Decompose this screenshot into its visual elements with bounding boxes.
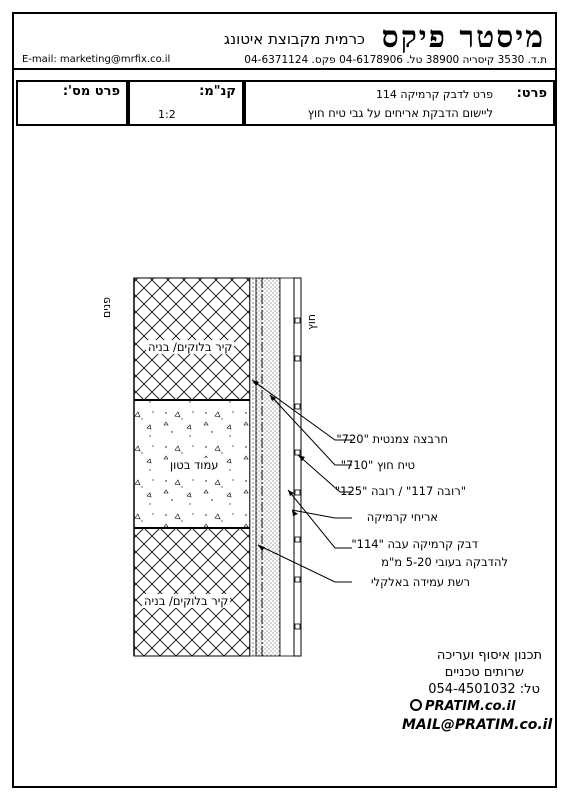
footer-mail: MAIL@PRATIM.co.il (402, 717, 553, 733)
ceramic-tile-layer (294, 278, 301, 656)
footer-tech-services: שרותים טכניים (444, 665, 524, 680)
scale-value: 1:2 (158, 108, 176, 121)
pratim-logo-icon (410, 699, 422, 711)
callout-grout: "רובה 117" / רובה "125" (334, 484, 466, 498)
callout-adhesive: דבק קרמיקה עבה "114" (351, 537, 478, 551)
block-wall-bottom-label: קיר בלוקים/ בניה (144, 594, 229, 608)
detail-description: ליישום הדבקת אריחים על גבי טיח חוץ (307, 106, 493, 120)
block-wall-bottom (134, 528, 250, 656)
column-label: עמוד בטון (170, 458, 219, 472)
detail-label: פרט: (516, 86, 547, 101)
scale-label: קנ"מ: (199, 84, 236, 99)
side-inside-label: פנים (100, 296, 113, 318)
footer-phone: טל: 054-4501032 (428, 682, 540, 697)
detail-title: פרט לדבק קרמיקה 114 (375, 88, 493, 101)
side-outside-label: חוץ (305, 313, 318, 330)
footer-planning: תכנון איסוף ועריכה (436, 648, 542, 663)
block-wall-top-label: קיר בלוקים/ בניה (148, 340, 233, 354)
adhesive-layer (280, 278, 294, 656)
brand-logo: מיסטר פיקס (381, 20, 545, 55)
callout-spatter: חרבצה צמנטית "720" (336, 432, 448, 446)
company-email: E-mail: marketing@mrfix.co.il (22, 54, 171, 65)
callout-mesh: רשת עמידה באלקלי (370, 575, 470, 589)
footer-site (410, 699, 515, 714)
block-wall-top (134, 278, 250, 400)
plaster-layer (256, 278, 280, 656)
callout-adhesive-thickness: להדבקה בעובי 5-20 מ"מ (381, 555, 508, 569)
detail-number-label: פרט מס': (62, 84, 120, 99)
callout-plaster: טיח חוץ "710" (340, 458, 415, 472)
callout-tiles: אריחי קרמיקה (366, 510, 438, 524)
brand-subtitle: כרמית מקבוצת איטונג (223, 30, 365, 48)
footer-site-text: PRATIM.co.il (425, 699, 516, 714)
company-address: ת.ד. 3530 קיסריה 38900 טל. 04-6178906 פקס. 04-6371124 (244, 54, 547, 66)
